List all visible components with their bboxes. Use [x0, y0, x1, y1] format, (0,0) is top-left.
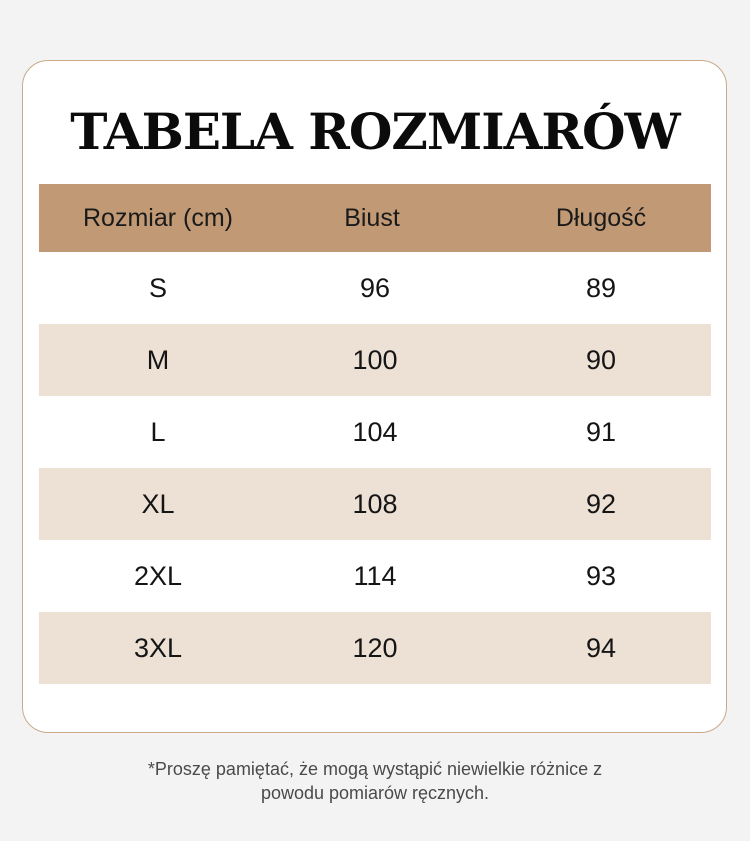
table-row	[39, 396, 711, 468]
cell-bust: 120	[352, 632, 398, 663]
cell-bust: 100	[352, 344, 398, 375]
size-table	[39, 184, 711, 684]
cell-size: M	[146, 344, 170, 375]
cell-length: 90	[585, 344, 617, 375]
table-header-row	[39, 184, 711, 252]
cell-length: 92	[585, 488, 617, 519]
table-row	[39, 468, 711, 540]
table-row	[39, 324, 711, 396]
measurement-note	[0, 757, 750, 805]
cell-size: 3XL	[133, 632, 183, 663]
page-title: TABELA ROZMIARÓW	[70, 102, 680, 161]
header-bust: Biust	[344, 203, 400, 232]
header-size: Rozmiar (cm)	[83, 203, 233, 232]
cell-length: 93	[585, 560, 617, 591]
cell-bust: 104	[352, 416, 398, 447]
cell-bust: 96	[359, 272, 391, 303]
cell-size: S	[148, 272, 167, 303]
cell-length: 89	[585, 272, 617, 303]
cell-size: L	[150, 416, 166, 447]
cell-size: 2XL	[133, 560, 183, 591]
table-row	[39, 252, 711, 324]
cell-length: 91	[585, 416, 617, 447]
cell-bust: 108	[352, 488, 398, 519]
table-row	[39, 540, 711, 612]
note-line-2: powodu pomiarów ręcznych.	[260, 783, 490, 803]
header-length: Długość	[555, 203, 647, 232]
cell-bust: 114	[353, 560, 397, 591]
cell-length: 94	[585, 632, 617, 663]
note-line-1: *Proszę pamiętać, że mogą wystąpić niewielkie różnice z	[147, 759, 603, 779]
cell-size: XL	[141, 488, 175, 519]
table-row	[39, 612, 711, 684]
